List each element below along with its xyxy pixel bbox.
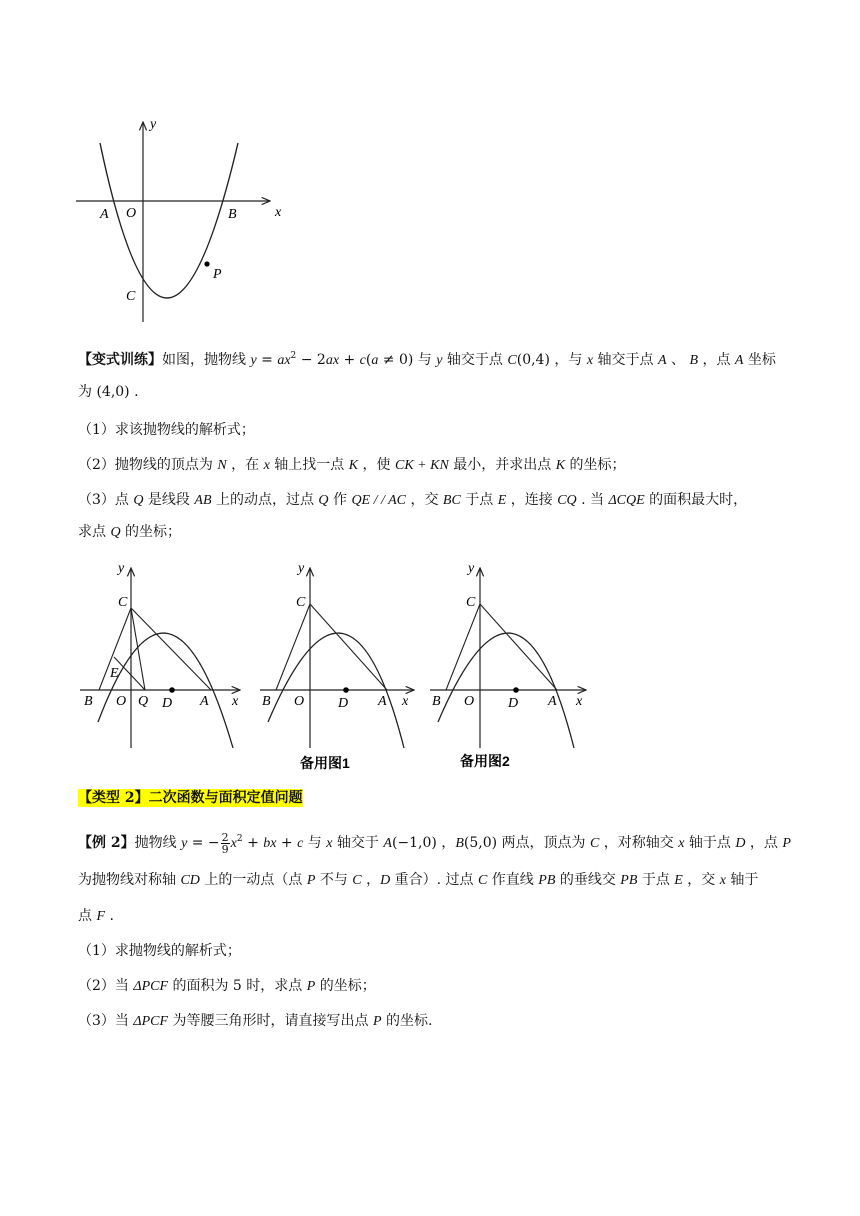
math-var: BC bbox=[442, 493, 461, 508]
example2-question-2 bbox=[78, 976, 798, 997]
label-c: C bbox=[126, 289, 136, 304]
example-text: 于点 bbox=[637, 872, 675, 888]
math-var: y bbox=[181, 836, 188, 851]
label-y: y bbox=[468, 561, 475, 576]
example-text: 重合）. 过点 bbox=[390, 872, 479, 888]
math-coord: (0,4) bbox=[516, 352, 550, 368]
math-var: x bbox=[678, 836, 685, 851]
example2-line-2 bbox=[78, 870, 798, 891]
point-d-dot bbox=[513, 687, 519, 693]
math-op: − 2 bbox=[296, 352, 326, 368]
example-text: ，交 bbox=[682, 872, 720, 888]
variant-text: 、 bbox=[666, 352, 690, 368]
example-text: 与 bbox=[303, 835, 327, 851]
math-var: x bbox=[326, 836, 333, 851]
math-op: ( bbox=[365, 352, 372, 368]
variant-line-2 bbox=[78, 382, 798, 402]
math-var: C bbox=[478, 873, 488, 888]
example-text: ， bbox=[361, 872, 381, 888]
question-text: （1）求该抛物线的解析式； bbox=[78, 422, 255, 438]
label-o: O bbox=[294, 694, 305, 709]
example-text: 为抛物线对称轴 bbox=[78, 872, 181, 888]
spare-figure-1 bbox=[260, 561, 414, 771]
math-var: c bbox=[359, 353, 366, 368]
label-x: x bbox=[275, 205, 282, 220]
math-var: B bbox=[455, 836, 464, 851]
question-text: 的坐标. bbox=[381, 1013, 433, 1029]
label-y: y bbox=[298, 561, 305, 576]
math-expr: ΔPCF bbox=[133, 979, 169, 994]
math-var: A bbox=[383, 836, 392, 851]
math-var: Q bbox=[110, 525, 121, 540]
example-text: 轴于 bbox=[725, 872, 759, 888]
spare-figure-2-caption: 备用图2 bbox=[460, 753, 510, 769]
math-var: a bbox=[371, 353, 379, 368]
label-o: O bbox=[126, 206, 137, 221]
example2-question-1 bbox=[78, 941, 798, 961]
math-var: P bbox=[306, 979, 316, 994]
label-x: x bbox=[576, 694, 583, 709]
label-e: E bbox=[110, 666, 119, 681]
label-d: D bbox=[162, 696, 173, 711]
math-op: ≠ 0) bbox=[378, 352, 414, 368]
spare-figure-1-caption: 备用图1 bbox=[300, 755, 350, 771]
variant-text: 坐标 bbox=[743, 352, 776, 368]
math-op: = bbox=[256, 352, 278, 368]
math-exp: 2 bbox=[290, 351, 297, 361]
question-text: 的坐标； bbox=[120, 524, 182, 540]
main-figure bbox=[80, 561, 240, 748]
point-d-dot bbox=[343, 687, 349, 693]
example-text: 轴交于 bbox=[332, 835, 384, 851]
math-var: D bbox=[735, 836, 746, 851]
spare-figure-2 bbox=[430, 561, 586, 769]
math-var: P bbox=[372, 1014, 382, 1029]
question-text: （3）当 bbox=[78, 1013, 134, 1029]
math-expr: CK + KN bbox=[394, 458, 449, 473]
math-expr: ΔPCF bbox=[133, 1014, 169, 1029]
question-text: （1）求抛物线的解析式； bbox=[78, 943, 241, 959]
label-y: y bbox=[118, 561, 125, 576]
label-p: P bbox=[213, 267, 222, 282]
variant-text: ，与 bbox=[549, 352, 587, 368]
math-var: ax bbox=[277, 353, 291, 368]
example-text: ， bbox=[436, 835, 456, 851]
label-a: A bbox=[548, 694, 557, 709]
math-var: A bbox=[734, 353, 744, 368]
question-text: 轴上找一点 bbox=[269, 457, 349, 473]
example-text: ，点 bbox=[745, 835, 783, 851]
point-d-dot bbox=[169, 687, 175, 693]
variant-question-1 bbox=[78, 420, 798, 440]
example-text: 作直线 bbox=[487, 872, 539, 888]
math-op: + bbox=[339, 352, 360, 368]
math-var: B bbox=[689, 353, 698, 368]
label-c: C bbox=[466, 595, 476, 610]
figures-row bbox=[78, 552, 608, 774]
example-text: 点 bbox=[78, 908, 97, 924]
math-var: E bbox=[497, 493, 507, 508]
math-var: E bbox=[674, 873, 683, 888]
variant-text: 轴交于点 bbox=[442, 352, 508, 368]
math-var: x bbox=[230, 836, 237, 851]
variant-line-1 bbox=[78, 346, 798, 371]
math-var: bx bbox=[263, 836, 277, 851]
example-text: 不与 bbox=[315, 872, 353, 888]
variant-question-3-cont bbox=[78, 522, 798, 543]
label-d: D bbox=[338, 696, 349, 711]
label-b: B bbox=[262, 694, 271, 709]
question-text: . 当 bbox=[576, 492, 609, 508]
math-var: PB bbox=[620, 873, 638, 888]
question-text: （3）点 bbox=[78, 492, 134, 508]
question-text: 求点 bbox=[78, 524, 111, 540]
segment-bc bbox=[446, 604, 480, 690]
segment-ca bbox=[480, 604, 557, 690]
math-var: Q bbox=[133, 493, 144, 508]
label-c: C bbox=[118, 595, 128, 610]
question-text: 最小，并求出点 bbox=[448, 457, 556, 473]
variant-text: 与 bbox=[413, 352, 437, 368]
math-var: c bbox=[297, 836, 304, 851]
type2-heading bbox=[78, 788, 798, 808]
variant-text: ，点 bbox=[698, 352, 735, 368]
segment-bc bbox=[276, 604, 310, 690]
math-expr: ΔCQE bbox=[608, 493, 645, 508]
label-c: C bbox=[296, 595, 306, 610]
label-a: A bbox=[200, 694, 209, 709]
label-q: Q bbox=[138, 694, 149, 709]
example-text: ，对称轴交 bbox=[599, 835, 679, 851]
question-text: ，连接 bbox=[506, 492, 558, 508]
math-var: ax bbox=[325, 353, 340, 368]
question-text: ，在 bbox=[226, 457, 264, 473]
example2-tag: 【例 2】 bbox=[78, 835, 135, 851]
question-text: 于点 bbox=[460, 492, 498, 508]
math-var: PB bbox=[538, 873, 556, 888]
math-var: F bbox=[96, 909, 106, 924]
fraction-numerator: 2 bbox=[221, 830, 229, 844]
math-op: = − bbox=[187, 835, 220, 851]
math-var: CD bbox=[180, 873, 200, 888]
type2-heading-text: 【类型 2】二次函数与面积定值问题 bbox=[78, 790, 303, 806]
math-expr: QE / / AC bbox=[351, 493, 407, 508]
math-var: C bbox=[507, 353, 517, 368]
question-text: ，使 bbox=[358, 457, 395, 473]
segment-ca bbox=[310, 604, 387, 690]
label-b: B bbox=[228, 207, 237, 222]
math-var: CQ bbox=[557, 493, 577, 508]
math-var: P bbox=[782, 836, 791, 851]
example2-line-3 bbox=[78, 906, 798, 927]
variant-question-3 bbox=[78, 490, 798, 511]
question-text: 是线段 bbox=[143, 492, 195, 508]
label-a: A bbox=[100, 207, 109, 222]
question-text: 的坐标； bbox=[565, 457, 626, 473]
math-var: AB bbox=[194, 493, 212, 508]
label-b: B bbox=[84, 694, 93, 709]
question-text: 为等腰三角形时，请直接写出点 bbox=[168, 1013, 373, 1029]
math-var: x bbox=[719, 873, 726, 888]
math-var: N bbox=[217, 458, 227, 473]
variant-text: . bbox=[129, 384, 139, 400]
question-text: 上的动点，过点 bbox=[211, 492, 319, 508]
fraction bbox=[221, 832, 230, 855]
label-y: y bbox=[150, 117, 157, 132]
question-text: （2）抛物线的顶点为 bbox=[78, 457, 218, 473]
math-var: y bbox=[250, 353, 257, 368]
example-text: 轴于点 bbox=[684, 835, 736, 851]
example-text: . bbox=[105, 908, 114, 924]
math-var: y bbox=[436, 353, 443, 368]
math-coord: (5,0) bbox=[463, 835, 498, 851]
math-var: K bbox=[348, 458, 359, 473]
label-d: D bbox=[508, 696, 519, 711]
variant-text: 为 bbox=[78, 384, 97, 400]
math-exp: 2 bbox=[236, 834, 243, 844]
example-text: 两点，顶点为 bbox=[497, 835, 590, 851]
variant-question-2 bbox=[78, 455, 798, 476]
question-text: ，交 bbox=[406, 492, 443, 508]
example2-question-3 bbox=[78, 1011, 798, 1032]
label-x: x bbox=[402, 694, 409, 709]
top-parabola-figure bbox=[70, 108, 300, 328]
math-op: + bbox=[276, 835, 298, 851]
math-var: A bbox=[657, 353, 667, 368]
label-o: O bbox=[116, 694, 127, 709]
math-var: K bbox=[555, 458, 566, 473]
math-coord: (4,0) bbox=[96, 384, 130, 400]
question-text: 的面积最大时， bbox=[644, 492, 748, 508]
example-text: 的垂线交 bbox=[555, 872, 621, 888]
point-p-dot bbox=[204, 261, 209, 266]
math-var: C bbox=[589, 836, 600, 851]
math-var: x bbox=[586, 353, 594, 368]
example-text: 抛物线 bbox=[134, 835, 182, 851]
label-a: A bbox=[378, 694, 387, 709]
question-text: （2）当 bbox=[78, 978, 134, 994]
math-var: D bbox=[380, 873, 391, 888]
example-text: 上的一动点（点 bbox=[199, 872, 307, 888]
math-var: x bbox=[263, 458, 270, 473]
math-var: Q bbox=[318, 493, 329, 508]
label-o: O bbox=[464, 694, 475, 709]
math-var: C bbox=[352, 873, 362, 888]
label-x: x bbox=[232, 694, 239, 709]
label-b: B bbox=[432, 694, 441, 709]
example2-line-1 bbox=[78, 825, 798, 858]
math-op: + bbox=[242, 835, 264, 851]
question-text: 的坐标； bbox=[315, 978, 376, 994]
variant-text: 轴交于点 bbox=[593, 352, 658, 368]
variant-tag: 【变式训练】 bbox=[78, 352, 162, 368]
question-text: 的面积为 5 时，求点 bbox=[168, 978, 307, 994]
fraction-denominator: 9 bbox=[221, 842, 229, 856]
question-text: 作 bbox=[328, 492, 352, 508]
variant-text: 如图，抛物线 bbox=[162, 352, 251, 368]
math-var: P bbox=[306, 873, 316, 888]
math-coord: (−1,0) bbox=[391, 835, 437, 851]
